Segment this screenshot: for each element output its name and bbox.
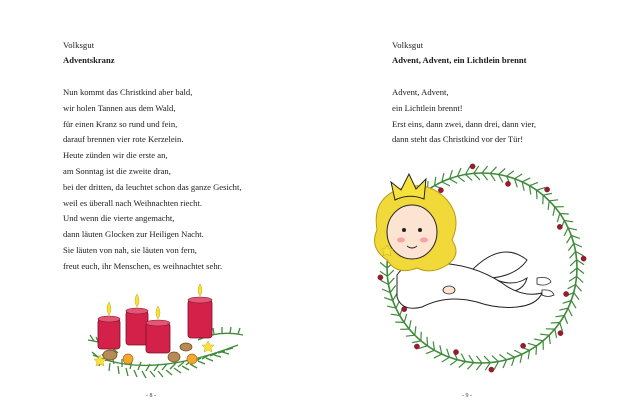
berry (453, 350, 458, 355)
candle-4 (188, 300, 212, 338)
page-number: - 8 - (146, 393, 156, 399)
berry (564, 291, 569, 296)
poem-line: dann steht das Christkind vor der Tür! (392, 134, 524, 145)
poem-line: Advent, Advent, (392, 87, 449, 97)
poem-author: Volksgut (392, 40, 424, 50)
poem-line: Und wenn die vierte angemacht, (63, 213, 175, 224)
candle-2 (126, 311, 148, 345)
right-page (312, 0, 624, 411)
poem-line: wir holen Tannen aus dem Wald, (63, 102, 176, 113)
wreath-angel-illustration (357, 150, 597, 380)
star-icon (202, 341, 214, 352)
poem-title: Adventskranz (63, 55, 115, 65)
berry (438, 188, 443, 193)
candle-1 (98, 319, 120, 349)
berry (558, 331, 563, 336)
poem-line: freut euch, ihr Menschen, es weihnachtet sehr. (63, 260, 223, 271)
poem-text (63, 85, 242, 275)
poem-line: weil es überall nach Weihnachten riecht. (63, 197, 202, 208)
page-number: - 9 - (462, 393, 472, 399)
berry (521, 343, 526, 348)
candles (98, 297, 212, 353)
berry (545, 187, 550, 192)
poem-line: Nun kommt das Christkind aber bald, (63, 87, 193, 97)
candle-3 (146, 323, 170, 353)
poem-line: Heute zünden wir die erste an, (63, 150, 168, 161)
angel (375, 174, 554, 308)
berry (489, 367, 494, 372)
poem-line: darauf brennen vier rote Kerzelein. (63, 134, 184, 145)
flame-icon (198, 284, 202, 296)
poem-line: bei der dritten, da leuchtet schon das ganze Gesicht, (63, 181, 242, 192)
poem-line: Sie läuten von nah, sie läuten von fern, (63, 244, 197, 255)
poem-line: am Sonntag ist die zweite dran, (63, 165, 171, 176)
flame-icon (135, 294, 139, 307)
berry (378, 275, 383, 280)
berry (581, 256, 586, 261)
berry (414, 344, 419, 349)
flame-icon (107, 302, 111, 315)
poem-text (392, 85, 536, 148)
berry (557, 224, 562, 229)
poem-author: Volksgut (63, 40, 95, 50)
poem-line: ein Lichtlein brennt! (392, 102, 463, 113)
flame-icon (156, 306, 160, 319)
angel-face (387, 205, 437, 259)
berry (470, 164, 475, 169)
crown-icon (391, 174, 426, 200)
advent-wreath-illustration (88, 285, 248, 385)
poem-line: für einen Kranz so rund und fein, (63, 118, 178, 129)
poem-line: dann läuten Glocken zur Heiligen Nacht. (63, 229, 204, 240)
berry (505, 181, 510, 186)
poem-line: Erst eins, dann zwei, dann drei, dann vier, (392, 118, 537, 129)
poem-title: Advent, Advent, ein Lichtlein brennt (392, 55, 527, 65)
